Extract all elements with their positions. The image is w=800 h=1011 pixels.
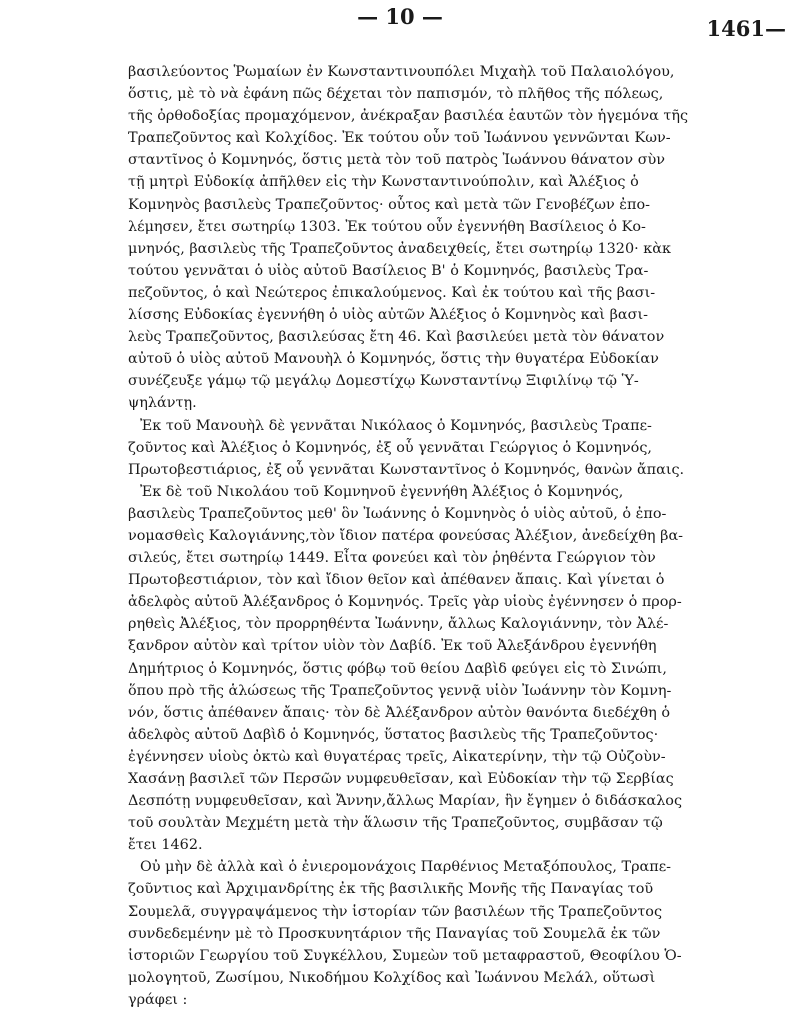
text-line: αὐτοῦ ὁ υἱὸς αὐτοῦ Μανουὴλ ὁ Κομνηνός, ὅστις τὴν θυγατέρα Εὐδοκίαν	[128, 351, 659, 368]
paragraph	[128, 61, 689, 415]
text-line: μολογητοῦ, Ζωσίμου, Νικοδήμου Κολχίδος καὶ Ἰωάννου Μελάλ, οὕτωσὶ	[128, 969, 656, 986]
paragraph	[128, 856, 682, 1011]
text-line: νόν, ὅστις ἀπέθανεν ἄπαις· τὸν δὲ Ἀλέξανδρον αὐτὸν θανόντα διεδέχθη ὁ	[128, 704, 671, 721]
text-line: νομασθεὶς Καλογιάννης,τὸν ἴδιον πατέρα φονεύσας Ἀλέξιον, ἀνεδείχθη βα-	[128, 527, 684, 544]
text-line: Πρωτοβεστιάριος, ἐξ οὗ γεννᾶται Κωνσταντῖνος ὁ Κομνηνός, θανὼν ἄπαις.	[128, 461, 685, 478]
text-line: Ἐκ δὲ τοῦ Νικολάου τοῦ Κομνηνοῦ ἐγεννήθη Ἀλέξιος ὁ Κομνηνός,	[140, 483, 624, 500]
text-line: ἔτει 1462.	[128, 837, 203, 854]
text-line: Δεσπότῃ νυμφευθεῖσαν, καὶ Ἄννην,ἄλλως Μαρίαν, ἣν ἔγημεν ὁ διδάσκαλος	[128, 793, 683, 810]
text-line: σταντῖνος ὁ Κομνηνός, ὅστις μετὰ τὸν τοῦ πατρὸς Ἰωάννου θάνατον σὺν	[128, 152, 666, 169]
body-text	[128, 61, 689, 1011]
text-line: ἱστοριῶν Γεωργίου τοῦ Συγκέλλου, Συμεὼν τοῦ μεταφραστοῦ, Θεοφίλου Ὁ-	[128, 947, 682, 964]
text-line: γράφει :	[128, 991, 188, 1008]
text-line: ξανδρον αὐτὸν καὶ τρίτον υἱὸν τὸν Δαβίδ. Ἐκ τοῦ Ἀλεξάνδρου ἐγεννήθη	[128, 638, 657, 655]
text-line: συνδεδεμένην μὲ τὸ Προσκυνητάριον τῆς Παναγίας τοῦ Σουμελᾶ ἐκ τῶν	[128, 925, 661, 942]
text-line: ψηλάντῃ.	[128, 395, 197, 412]
text-line: λέμησεν, ἔτει σωτηρίῳ 1303. Ἐκ τούτου οὖν ἐγεννήθη Βασίλειος ὁ Κο-	[128, 218, 646, 235]
text-line: ζοῦντος καὶ Ἀλέξιος ὁ Κομνηνός, ἐξ οὗ γεννᾶται Γεώργιος ὁ Κομνηνός,	[128, 439, 652, 456]
text-line: ρηθεὶς Ἀλέξιος, τὸν προρρηθέντα Ἰωάννην, ἄλλως Καλογιάννην, τὸν Ἀλέ-	[128, 616, 669, 633]
text-line: τῆς ὀρθοδοξίας προμαχόμενον, ἀνέκραξαν βασιλέα ἑαυτῶν τὸν ἡγεμόνα τῆς	[128, 108, 689, 125]
text-line: λίσσης Εὐδοκίας ἐγεννήθη ὁ υἱὸς αὐτῶν Ἀλέξιος ὁ Κομνηνὸς καὶ βασι-	[128, 307, 648, 324]
text-line: λεὺς Τραπεζοῦντος, βασιλεύσας ἔτη 46. Καὶ βασιλεύει μετὰ τὸν θάνατον	[128, 329, 665, 346]
text-line: συνέζευξε γάμῳ τῷ μεγάλῳ Δομεστίχῳ Κωνσταντίνῳ Ξιφιλίνῳ τῷ Ὑ-	[128, 373, 639, 390]
text-line: Χασάνῃ βασιλεῖ τῶν Περσῶν νυμφευθεῖσαν, καὶ Εὐδοκίαν τὴν τῷ Σερβίας	[128, 771, 674, 787]
text-line: πεζοῦντος, ὁ καὶ Νεώτερος ἐπικαλούμενος. Καὶ ἐκ τούτου καὶ τῆς βασι-	[128, 284, 656, 301]
text-line: ἐγέννησεν υἱοὺς ὀκτὼ καὶ θυγατέρας τρεῖς, Αἰκατερίνην, τὴν τῷ Οὐζοὺν-	[128, 748, 666, 765]
text-line: ζοῦντιος καὶ Ἀρχιμανδρίτης ἐκ τῆς βασιλικῆς Μονῆς τῆς Παναγίας τοῦ	[128, 881, 654, 898]
text-line: Δημήτριος ὁ Κομνηνός, ὅστις φόβῳ τοῦ θείου Δαβὶδ φεύγει εἰς τὸ Σινώπι,	[128, 660, 667, 677]
text-line: μνηνός, βασιλεὺς τῆς Τραπεζοῦντος ἀναδειχθείς, ἔτει σωτηρίῳ 1320· κὰκ	[128, 240, 671, 257]
text-line: τῇ μητρὶ Εὐδοκίᾳ ἀπῆλθεν εἰς τὴν Κωνσταντινούπολιν, καὶ Ἀλέξιος ὁ	[128, 174, 639, 191]
text-line: Σουμελᾶ, συγγραψάμενος τὴν ἱστορίαν τῶν βασιλέων τῆς Τραπεζοῦντος	[128, 903, 663, 920]
text-line: ὅστις, μὲ τὸ νὰ ἐφάνη πῶς δέχεται τὸν παπισμόν, τὸ πλῆθος τῆς πόλεως,	[128, 86, 664, 103]
text-line: βασιλεὺς Τραπεζοῦντος μεθ' ὃν Ἰωάννης ὁ Κομνηνὸς ὁ υἱὸς αὐτοῦ, ὁ ἐπο-	[128, 505, 667, 522]
text-line: ἀδελφὸς αὐτοῦ Δαβὶδ ὁ Κομνηνός, ὕστατος βασιλεὺς τῆς Τραπεζοῦντος·	[128, 726, 659, 743]
text-line: Ἐκ τοῦ Μανουὴλ δὲ γεννᾶται Νικόλαος ὁ Κομνηνός, βασιλεὺς Τραπε-	[140, 417, 652, 434]
paragraph	[128, 481, 684, 857]
text-line: Κομνηνὸς βασιλεὺς Τραπεζοῦντος· οὗτος καὶ μετὰ τῶν Γενοβέζων ἐπο-	[128, 196, 650, 213]
text-line: Οὐ μὴν δὲ ἀλλὰ καὶ ὁ ἐνιερομονάχοις Παρθένιος Μεταξόπουλος, Τραπε-	[140, 859, 672, 876]
year-marker: 1461—	[706, 16, 786, 41]
text-line: σιλεύς, ἔτει σωτηρίῳ 1449. Εἶτα φονεύει καὶ τὸν ῥηθέντα Γεώργιον τὸν	[128, 550, 656, 567]
text-line: ἀδελφὸς αὐτοῦ Ἀλέξανδρος ὁ Κομνηνός. Τρεῖς γὰρ υἱοὺς ἐγέννησεν ὁ προρ-	[128, 594, 682, 611]
paragraph	[128, 415, 685, 481]
text-line: Πρωτοβεστιάριον, τὸν καὶ ἴδιον θεῖον καὶ ἀπέθανεν ἄπαις. Καὶ γίνεται ὁ	[128, 572, 665, 589]
text-line: τούτου γεννᾶται ὁ υἱὸς αὐτοῦ Βασίλειος Β' ὁ Κομνηνός, βασιλεὺς Τρα-	[128, 262, 649, 279]
text-line: βασιλεύοντος Ῥωμαίων ἐν Κωνσταντινουπόλει Μιχαὴλ τοῦ Παλαιολόγου,	[128, 64, 675, 80]
text-line: ὅπου πρὸ τῆς ἁλώσεως τῆς Τραπεζοῦντος γεννᾷ υἱὸν Ἰωάννην τὸν Κομνη-	[128, 682, 672, 699]
page-number: — 10 —	[357, 4, 443, 29]
text-line: τοῦ σουλτὰν Μεχμέτη μετὰ τὴν ἅλωσιν τῆς Τραπεζοῦντος, συμβᾶσαν τῷ	[128, 815, 663, 832]
text-line: Τραπεζοῦντος καὶ Κολχίδος. Ἐκ τούτου οὖν τοῦ Ἰωάννου γεννῶνται Κων-	[128, 130, 671, 147]
